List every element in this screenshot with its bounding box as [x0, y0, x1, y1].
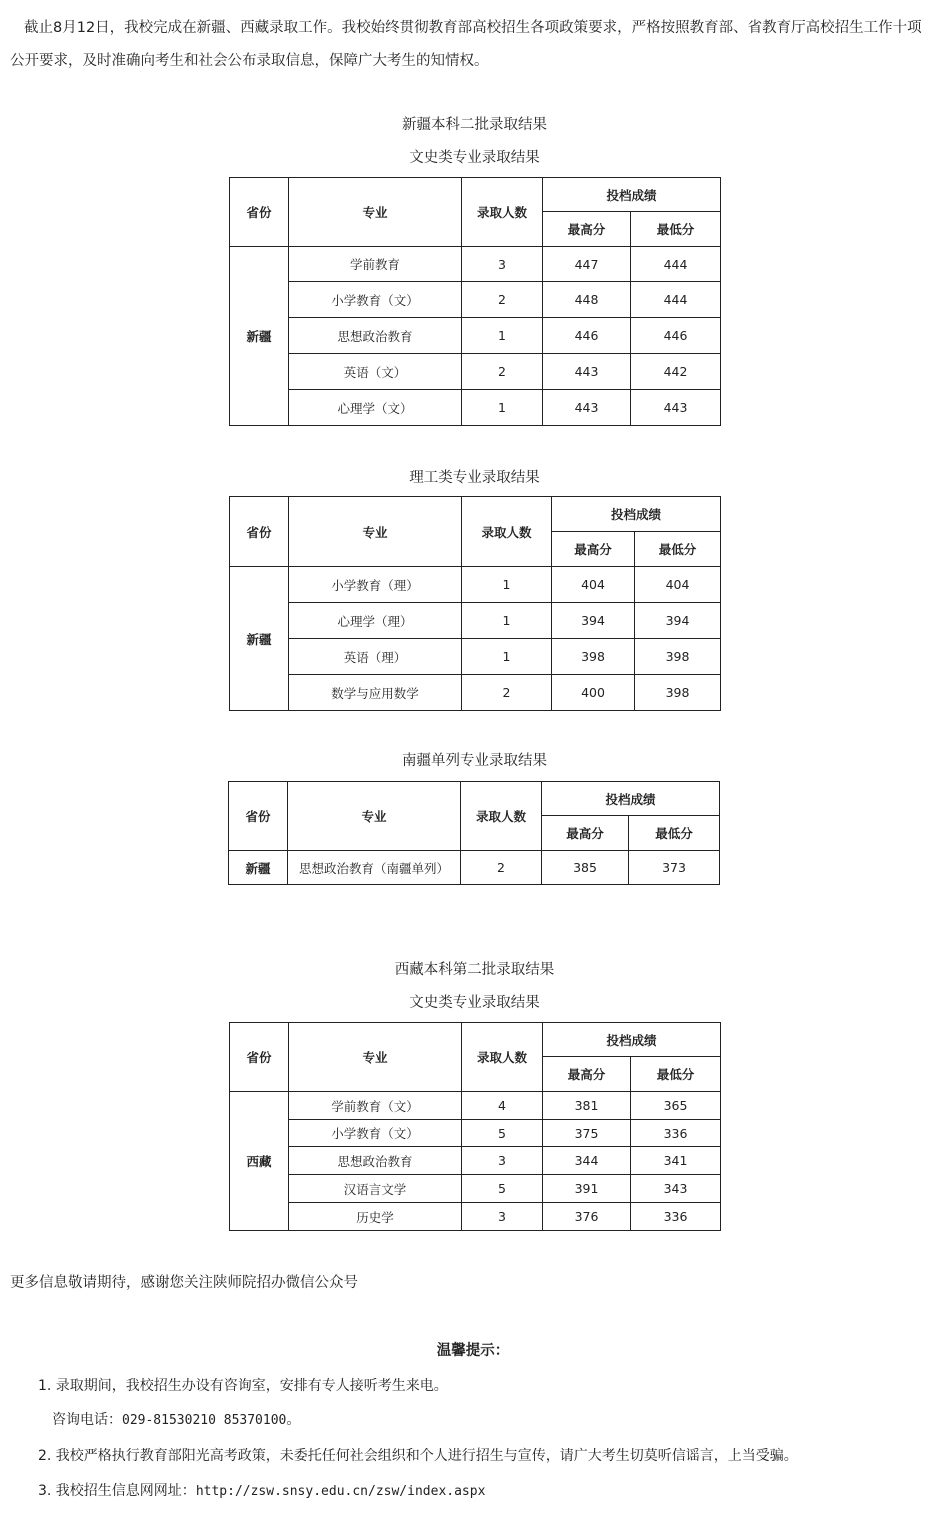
high-score-cell: 391 — [543, 1175, 631, 1203]
count-cell: 5 — [462, 1175, 543, 1203]
header-low: 最低分 — [631, 212, 721, 247]
major-cell: 思想政治教育（南疆单列） — [288, 851, 461, 885]
high-score-cell: 400 — [552, 675, 635, 711]
low-score-cell: 404 — [635, 567, 721, 603]
table-row — [230, 354, 721, 390]
header-low: 最低分 — [631, 1057, 721, 1092]
table-row — [230, 639, 721, 675]
header-province: 省份 — [230, 497, 289, 567]
table-row — [230, 390, 721, 426]
low-score-cell: 373 — [629, 851, 720, 885]
header-province: 省份 — [230, 1023, 289, 1092]
count-cell: 1 — [462, 390, 543, 426]
header-high: 最高分 — [543, 212, 631, 247]
major-cell: 英语（文） — [289, 354, 462, 390]
header-high: 最高分 — [543, 1057, 631, 1092]
major-cell: 心理学（文） — [289, 390, 462, 426]
table-row — [230, 1147, 721, 1175]
low-score-cell: 398 — [635, 639, 721, 675]
header-count: 录取人数 — [462, 497, 552, 567]
tip-item-3-label: 3. 我校招生信息网网址： — [38, 1483, 196, 1499]
tips-title: 温馨提示： — [436, 1343, 510, 1359]
low-score-cell: 442 — [631, 354, 721, 390]
header-high: 最高分 — [552, 532, 635, 567]
province-cell: 西藏 — [230, 1092, 289, 1231]
header-low: 最低分 — [629, 816, 720, 851]
low-score-cell: 446 — [631, 318, 721, 354]
xinjiang-ligong-title: 理工类专业录取结果 — [409, 470, 540, 486]
count-cell: 2 — [461, 851, 542, 885]
header-score: 投档成绩 — [552, 497, 721, 532]
low-score-cell: 443 — [631, 390, 721, 426]
low-score-cell: 394 — [635, 603, 721, 639]
tip-item-1: 1. 录取期间，我校招生办设有咨询室，安排有专人接听考生来电。 — [38, 1378, 448, 1394]
high-score-cell: 376 — [543, 1203, 631, 1231]
xizang-wenshi-title: 文史类专业录取结果 — [409, 995, 540, 1011]
header-count: 录取人数 — [462, 1023, 543, 1092]
admissions-url-link[interactable]: http://zsw.snsy.edu.cn/zsw/index.aspx — [195, 1484, 486, 1499]
table-row — [230, 567, 721, 603]
province-cell: 新疆 — [230, 567, 289, 711]
tip-item-2: 2. 我校严格执行教育部阳光高考政策，未委托任何社会组织和个人进行招生与宣传，请广大考生切莫听信谣言，上当受骗。 — [38, 1448, 798, 1464]
more-info-text: 更多信息敬请期待，感谢您关注陕师院招办微信公众号 — [10, 1275, 358, 1291]
table-row — [230, 247, 721, 282]
high-score-cell: 448 — [543, 282, 631, 318]
count-cell: 1 — [462, 567, 552, 603]
high-score-cell: 344 — [543, 1147, 631, 1175]
header-score: 投档成绩 — [543, 178, 721, 212]
low-score-cell: 343 — [631, 1175, 721, 1203]
high-score-cell: 394 — [552, 603, 635, 639]
count-cell: 4 — [462, 1092, 543, 1120]
table-row — [230, 318, 721, 354]
count-cell: 3 — [462, 1147, 543, 1175]
low-score-cell: 336 — [631, 1203, 721, 1231]
low-score-cell: 444 — [631, 247, 721, 282]
high-score-cell: 404 — [552, 567, 635, 603]
province-cell: 新疆 — [229, 851, 288, 885]
major-cell: 英语（理） — [289, 639, 462, 675]
xinjiang-wenshi-table — [229, 177, 721, 426]
major-cell: 学前教育（文） — [289, 1092, 462, 1120]
header-province: 省份 — [230, 178, 289, 247]
count-cell: 1 — [462, 603, 552, 639]
count-cell: 5 — [462, 1120, 543, 1147]
count-cell: 3 — [462, 247, 543, 282]
major-cell: 思想政治教育 — [289, 318, 462, 354]
high-score-cell: 443 — [543, 390, 631, 426]
header-major: 专业 — [288, 782, 461, 851]
count-cell: 2 — [462, 282, 543, 318]
header-score: 投档成绩 — [542, 782, 720, 816]
tip-phone — [52, 1410, 300, 1431]
major-cell: 学前教育 — [289, 247, 462, 282]
phone-end: 。 — [286, 1412, 301, 1428]
low-score-cell: 444 — [631, 282, 721, 318]
high-score-cell: 443 — [543, 354, 631, 390]
major-cell: 数学与应用数学 — [289, 675, 462, 711]
count-cell: 1 — [462, 639, 552, 675]
province-cell: 新疆 — [230, 247, 289, 426]
header-major: 专业 — [289, 1023, 462, 1092]
intro-paragraph: 截止8月12日，我校完成在新疆、西藏录取工作。我校始终贯彻教育部高校招生各项政策要求，严格按照教育部、省教育厅高校招生工作十项公开要求，及时准确向考生和社会公布录取信息，保障广大考生的知情权。 — [10, 20, 922, 69]
table-row — [230, 1092, 721, 1120]
header-major: 专业 — [289, 497, 462, 567]
header-low: 最低分 — [635, 532, 721, 567]
table-row — [230, 282, 721, 318]
table-row — [230, 1175, 721, 1203]
major-cell: 小学教育（文） — [289, 282, 462, 318]
header-major: 专业 — [289, 178, 462, 247]
major-cell: 小学教育（理） — [289, 567, 462, 603]
high-score-cell: 385 — [542, 851, 629, 885]
count-cell: 3 — [462, 1203, 543, 1231]
xinjiang-ligong-table — [229, 496, 721, 711]
major-cell: 汉语言文学 — [289, 1175, 462, 1203]
header-count: 录取人数 — [462, 178, 543, 247]
table-row — [230, 675, 721, 711]
high-score-cell: 398 — [552, 639, 635, 675]
high-score-cell: 447 — [543, 247, 631, 282]
major-cell: 思想政治教育 — [289, 1147, 462, 1175]
high-score-cell: 375 — [543, 1120, 631, 1147]
xinjiang-section-title: 新疆本科二批录取结果 — [402, 117, 547, 133]
tip-item-3 — [38, 1481, 485, 1502]
xizang-section-title: 西藏本科第二批录取结果 — [394, 962, 555, 978]
count-cell: 2 — [462, 675, 552, 711]
phone-label: 咨询电话： — [52, 1412, 122, 1428]
xinjiang-nanjiang-title: 南疆单列专业录取结果 — [402, 753, 547, 769]
xinjiang-wenshi-title: 文史类专业录取结果 — [409, 150, 540, 166]
low-score-cell: 398 — [635, 675, 721, 711]
table-row — [230, 1203, 721, 1231]
table-row — [230, 1120, 721, 1147]
header-province: 省份 — [229, 782, 288, 851]
header-score: 投档成绩 — [543, 1023, 721, 1057]
low-score-cell: 341 — [631, 1147, 721, 1175]
xizang-wenshi-table — [229, 1022, 721, 1231]
count-cell: 2 — [462, 354, 543, 390]
high-score-cell: 446 — [543, 318, 631, 354]
header-high: 最高分 — [542, 816, 629, 851]
major-cell: 历史学 — [289, 1203, 462, 1231]
major-cell: 心理学（理） — [289, 603, 462, 639]
xinjiang-nanjiang-table — [228, 781, 720, 885]
header-count: 录取人数 — [461, 782, 542, 851]
table-row — [230, 603, 721, 639]
major-cell: 小学教育（文） — [289, 1120, 462, 1147]
high-score-cell: 381 — [543, 1092, 631, 1120]
phone-value: 029-81530210 85370100 — [122, 1413, 287, 1428]
count-cell: 1 — [462, 318, 543, 354]
low-score-cell: 336 — [631, 1120, 721, 1147]
table-row — [229, 851, 720, 885]
low-score-cell: 365 — [631, 1092, 721, 1120]
